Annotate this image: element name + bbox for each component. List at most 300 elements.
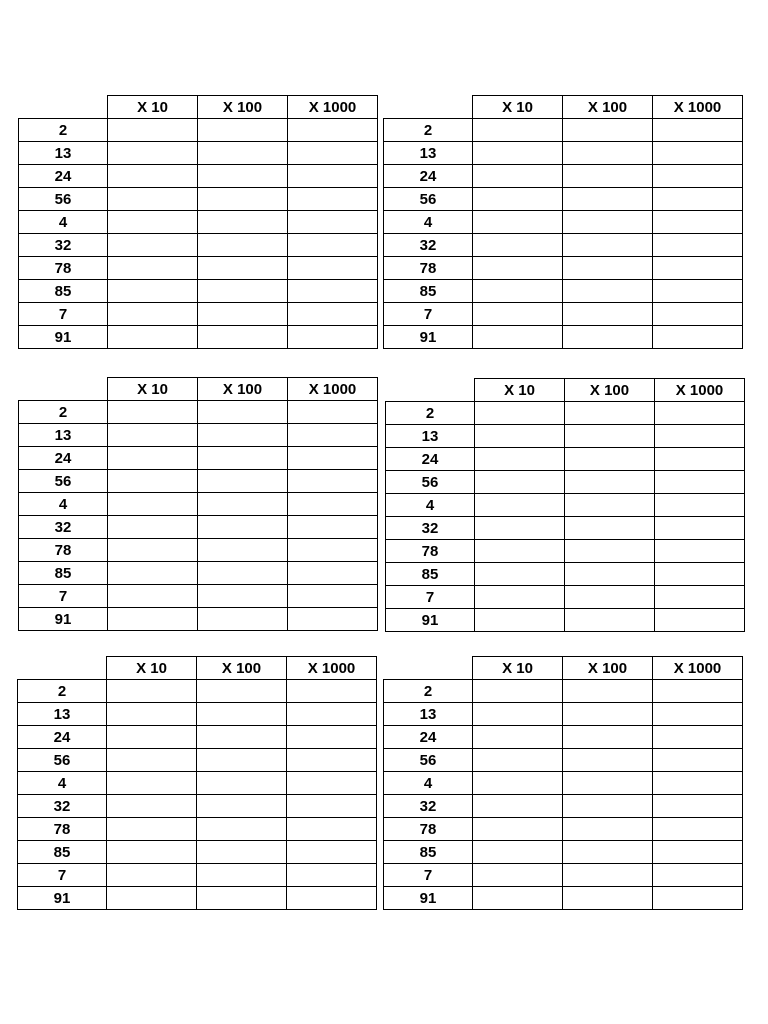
answer-cell[interactable] [198, 516, 288, 539]
row-number: 7 [18, 864, 107, 887]
header-row [386, 379, 745, 402]
answer-cell[interactable] [198, 585, 288, 608]
answer-cell[interactable] [197, 864, 287, 887]
answer-cell[interactable] [473, 234, 563, 257]
answer-cell[interactable] [473, 818, 563, 841]
answer-cell[interactable] [653, 257, 743, 280]
header-row [384, 657, 743, 680]
answer-cell[interactable] [198, 119, 288, 142]
answer-cell[interactable] [107, 749, 197, 772]
table-row [19, 142, 378, 165]
answer-cell[interactable] [288, 608, 378, 631]
answer-cell[interactable] [653, 680, 743, 703]
column-header: X 10 [107, 657, 197, 680]
answer-cell[interactable] [287, 795, 377, 818]
answer-cell[interactable] [475, 448, 565, 471]
answer-cell[interactable] [475, 540, 565, 563]
multiplication-table-3 [18, 377, 378, 631]
answer-cell[interactable] [563, 726, 653, 749]
row-number: 78 [19, 539, 108, 562]
answer-cell[interactable] [108, 539, 198, 562]
answer-cell[interactable] [108, 326, 198, 349]
row-number: 56 [19, 470, 108, 493]
answer-cell[interactable] [475, 563, 565, 586]
column-header: X 1000 [287, 657, 377, 680]
answer-cell[interactable] [108, 447, 198, 470]
column-header: X 10 [108, 378, 198, 401]
answer-cell[interactable] [288, 119, 378, 142]
row-number: 2 [18, 680, 107, 703]
answer-cell[interactable] [653, 818, 743, 841]
corner-cell [384, 657, 473, 680]
answer-cell[interactable] [473, 280, 563, 303]
answer-cell[interactable] [473, 119, 563, 142]
answer-cell[interactable] [107, 887, 197, 910]
answer-cell[interactable] [563, 119, 653, 142]
answer-cell[interactable] [565, 402, 655, 425]
answer-cell[interactable] [565, 540, 655, 563]
answer-cell[interactable] [655, 425, 745, 448]
answer-cell[interactable] [565, 563, 655, 586]
table-row [384, 234, 743, 257]
answer-cell[interactable] [475, 471, 565, 494]
table-row [19, 562, 378, 585]
row-number: 7 [19, 303, 108, 326]
column-header: X 100 [563, 657, 653, 680]
answer-cell[interactable] [565, 517, 655, 540]
answer-cell[interactable] [475, 494, 565, 517]
header-row [19, 96, 378, 119]
answer-cell[interactable] [108, 608, 198, 631]
table-row [19, 447, 378, 470]
answer-cell[interactable] [563, 234, 653, 257]
answer-cell[interactable] [473, 726, 563, 749]
table-row [18, 749, 377, 772]
answer-cell[interactable] [475, 402, 565, 425]
answer-cell[interactable] [475, 609, 565, 632]
answer-cell[interactable] [473, 887, 563, 910]
answer-cell[interactable] [653, 234, 743, 257]
answer-cell[interactable] [655, 494, 745, 517]
header-row [18, 657, 377, 680]
table-row [384, 864, 743, 887]
multiplication-table-5 [17, 656, 377, 910]
column-header: X 1000 [288, 96, 378, 119]
answer-cell[interactable] [655, 517, 745, 540]
table-row [18, 841, 377, 864]
answer-cell[interactable] [287, 818, 377, 841]
table-row [19, 326, 378, 349]
row-number: 4 [384, 211, 473, 234]
row-number: 24 [384, 726, 473, 749]
row-number: 13 [19, 424, 108, 447]
answer-cell[interactable] [565, 609, 655, 632]
answer-cell[interactable] [288, 585, 378, 608]
row-number: 24 [19, 165, 108, 188]
answer-cell[interactable] [655, 471, 745, 494]
answer-cell[interactable] [198, 211, 288, 234]
row-number: 7 [384, 864, 473, 887]
answer-cell[interactable] [563, 703, 653, 726]
answer-cell[interactable] [655, 540, 745, 563]
row-number: 7 [384, 303, 473, 326]
answer-cell[interactable] [288, 562, 378, 585]
row-number: 4 [384, 772, 473, 795]
answer-cell[interactable] [107, 795, 197, 818]
answer-cell[interactable] [288, 516, 378, 539]
row-number: 91 [384, 887, 473, 910]
table-row [19, 424, 378, 447]
answer-cell[interactable] [473, 142, 563, 165]
answer-cell[interactable] [563, 818, 653, 841]
corner-cell [19, 96, 108, 119]
corner-cell [18, 657, 107, 680]
table-row [384, 772, 743, 795]
answer-cell[interactable] [653, 280, 743, 303]
row-number: 78 [386, 540, 475, 563]
answer-cell[interactable] [288, 539, 378, 562]
answer-cell[interactable] [288, 401, 378, 424]
column-header: X 100 [198, 378, 288, 401]
answer-cell[interactable] [287, 887, 377, 910]
table-row [18, 772, 377, 795]
row-number: 85 [386, 563, 475, 586]
answer-cell[interactable] [288, 211, 378, 234]
answer-cell[interactable] [198, 562, 288, 585]
answer-cell[interactable] [565, 586, 655, 609]
answer-cell[interactable] [107, 680, 197, 703]
answer-cell[interactable] [655, 563, 745, 586]
answer-cell[interactable] [198, 280, 288, 303]
row-number: 13 [386, 425, 475, 448]
answer-cell[interactable] [288, 493, 378, 516]
answer-cell[interactable] [107, 772, 197, 795]
answer-cell[interactable] [655, 448, 745, 471]
answer-cell[interactable] [653, 142, 743, 165]
answer-cell[interactable] [565, 425, 655, 448]
table-row [386, 471, 745, 494]
answer-cell[interactable] [653, 211, 743, 234]
answer-cell[interactable] [653, 165, 743, 188]
table-row [384, 726, 743, 749]
row-number: 13 [384, 142, 473, 165]
table-row [19, 608, 378, 631]
answer-cell[interactable] [563, 165, 653, 188]
answer-cell[interactable] [287, 680, 377, 703]
answer-cell[interactable] [288, 470, 378, 493]
answer-cell[interactable] [198, 470, 288, 493]
answer-cell[interactable] [473, 703, 563, 726]
row-number: 2 [384, 680, 473, 703]
table-row [384, 119, 743, 142]
answer-cell[interactable] [653, 864, 743, 887]
answer-cell[interactable] [198, 165, 288, 188]
table-row [19, 470, 378, 493]
answer-cell[interactable] [107, 864, 197, 887]
table-row [384, 257, 743, 280]
table-row [18, 887, 377, 910]
answer-cell[interactable] [107, 726, 197, 749]
answer-cell[interactable] [288, 142, 378, 165]
answer-cell[interactable] [107, 703, 197, 726]
table-row [19, 257, 378, 280]
answer-cell[interactable] [197, 749, 287, 772]
table-row [384, 841, 743, 864]
answer-cell[interactable] [288, 165, 378, 188]
answer-cell[interactable] [288, 326, 378, 349]
answer-cell[interactable] [653, 703, 743, 726]
row-number: 78 [384, 818, 473, 841]
answer-cell[interactable] [108, 165, 198, 188]
answer-cell[interactable] [197, 726, 287, 749]
answer-cell[interactable] [475, 586, 565, 609]
answer-cell[interactable] [197, 887, 287, 910]
answer-cell[interactable] [108, 585, 198, 608]
table-row [18, 680, 377, 703]
row-number: 13 [19, 142, 108, 165]
answer-cell[interactable] [108, 142, 198, 165]
answer-cell[interactable] [108, 303, 198, 326]
row-number: 85 [18, 841, 107, 864]
table-row [19, 211, 378, 234]
column-header: X 100 [197, 657, 287, 680]
answer-cell[interactable] [653, 726, 743, 749]
column-header: X 1000 [288, 378, 378, 401]
column-header: X 10 [473, 657, 563, 680]
row-number: 4 [18, 772, 107, 795]
answer-cell[interactable] [653, 749, 743, 772]
corner-cell [19, 378, 108, 401]
answer-cell[interactable] [108, 493, 198, 516]
row-number: 32 [386, 517, 475, 540]
answer-cell[interactable] [473, 257, 563, 280]
answer-cell[interactable] [198, 401, 288, 424]
answer-cell[interactable] [287, 864, 377, 887]
answer-cell[interactable] [473, 165, 563, 188]
answer-cell[interactable] [653, 887, 743, 910]
table-row [19, 401, 378, 424]
row-number: 91 [19, 326, 108, 349]
answer-cell[interactable] [655, 586, 745, 609]
answer-cell[interactable] [288, 280, 378, 303]
answer-cell[interactable] [108, 401, 198, 424]
answer-cell[interactable] [288, 424, 378, 447]
answer-cell[interactable] [108, 516, 198, 539]
table-row [384, 303, 743, 326]
row-number: 32 [384, 795, 473, 818]
answer-cell[interactable] [563, 280, 653, 303]
table-row [384, 818, 743, 841]
answer-cell[interactable] [288, 188, 378, 211]
answer-cell[interactable] [108, 234, 198, 257]
answer-cell[interactable] [565, 471, 655, 494]
answer-cell[interactable] [563, 772, 653, 795]
answer-cell[interactable] [563, 749, 653, 772]
table-row [19, 516, 378, 539]
answer-cell[interactable] [287, 841, 377, 864]
answer-cell[interactable] [473, 326, 563, 349]
answer-cell[interactable] [197, 841, 287, 864]
table-row [19, 119, 378, 142]
answer-cell[interactable] [563, 211, 653, 234]
answer-cell[interactable] [108, 211, 198, 234]
row-number: 56 [384, 749, 473, 772]
answer-cell[interactable] [563, 841, 653, 864]
answer-cell[interactable] [198, 234, 288, 257]
answer-cell[interactable] [653, 119, 743, 142]
row-number: 2 [386, 402, 475, 425]
answer-cell[interactable] [107, 841, 197, 864]
row-number: 4 [19, 211, 108, 234]
answer-cell[interactable] [563, 257, 653, 280]
answer-cell[interactable] [653, 303, 743, 326]
answer-cell[interactable] [473, 211, 563, 234]
table-row [386, 517, 745, 540]
answer-cell[interactable] [563, 887, 653, 910]
answer-cell[interactable] [287, 749, 377, 772]
answer-cell[interactable] [108, 188, 198, 211]
column-header: X 100 [563, 96, 653, 119]
row-number: 32 [384, 234, 473, 257]
answer-cell[interactable] [565, 448, 655, 471]
table-row [19, 585, 378, 608]
answer-cell[interactable] [653, 326, 743, 349]
answer-cell[interactable] [287, 726, 377, 749]
row-number: 32 [19, 234, 108, 257]
answer-cell[interactable] [108, 424, 198, 447]
answer-cell[interactable] [198, 257, 288, 280]
answer-cell[interactable] [287, 703, 377, 726]
column-header: X 100 [565, 379, 655, 402]
answer-cell[interactable] [473, 795, 563, 818]
answer-cell[interactable] [198, 493, 288, 516]
answer-cell[interactable] [287, 772, 377, 795]
answer-cell[interactable] [198, 539, 288, 562]
answer-cell[interactable] [198, 188, 288, 211]
answer-cell[interactable] [473, 864, 563, 887]
table-row [386, 586, 745, 609]
answer-cell[interactable] [108, 562, 198, 585]
answer-cell[interactable] [473, 680, 563, 703]
column-header: X 10 [475, 379, 565, 402]
column-header: X 10 [108, 96, 198, 119]
answer-cell[interactable] [653, 795, 743, 818]
answer-cell[interactable] [473, 188, 563, 211]
table-row [384, 887, 743, 910]
answer-cell[interactable] [473, 303, 563, 326]
answer-cell[interactable] [108, 257, 198, 280]
row-number: 24 [18, 726, 107, 749]
answer-cell[interactable] [198, 326, 288, 349]
header-row [384, 96, 743, 119]
table-row [384, 142, 743, 165]
answer-cell[interactable] [475, 517, 565, 540]
row-number: 78 [19, 257, 108, 280]
answer-cell[interactable] [197, 795, 287, 818]
answer-cell[interactable] [288, 303, 378, 326]
column-header: X 10 [473, 96, 563, 119]
row-number: 56 [18, 749, 107, 772]
answer-cell[interactable] [563, 864, 653, 887]
answer-cell[interactable] [473, 772, 563, 795]
answer-cell[interactable] [653, 841, 743, 864]
answer-cell[interactable] [197, 818, 287, 841]
corner-cell [386, 379, 475, 402]
table-row [18, 726, 377, 749]
table-row [18, 795, 377, 818]
row-number: 56 [19, 188, 108, 211]
multiplication-table-4 [385, 378, 745, 632]
answer-cell[interactable] [653, 772, 743, 795]
row-number: 56 [386, 471, 475, 494]
row-number: 91 [384, 326, 473, 349]
row-number: 85 [384, 841, 473, 864]
table-row [18, 703, 377, 726]
row-number: 91 [386, 609, 475, 632]
row-number: 4 [19, 493, 108, 516]
table-row [386, 494, 745, 517]
answer-cell[interactable] [288, 447, 378, 470]
header-row [19, 378, 378, 401]
answer-cell[interactable] [107, 818, 197, 841]
answer-cell[interactable] [563, 188, 653, 211]
answer-cell[interactable] [563, 142, 653, 165]
row-number: 85 [19, 562, 108, 585]
answer-cell[interactable] [655, 609, 745, 632]
corner-cell [384, 96, 473, 119]
answer-cell[interactable] [197, 772, 287, 795]
row-number: 24 [384, 165, 473, 188]
column-header: X 1000 [655, 379, 745, 402]
row-number: 24 [386, 448, 475, 471]
multiplication-table-1 [18, 95, 378, 349]
answer-cell[interactable] [198, 608, 288, 631]
answer-cell[interactable] [198, 447, 288, 470]
row-number: 32 [18, 795, 107, 818]
answer-cell[interactable] [563, 303, 653, 326]
answer-cell[interactable] [473, 749, 563, 772]
answer-cell[interactable] [198, 303, 288, 326]
table-row [19, 280, 378, 303]
answer-cell[interactable] [197, 680, 287, 703]
answer-cell[interactable] [288, 257, 378, 280]
table-row [19, 303, 378, 326]
answer-cell[interactable] [653, 188, 743, 211]
answer-cell[interactable] [108, 470, 198, 493]
row-number: 13 [18, 703, 107, 726]
answer-cell[interactable] [563, 680, 653, 703]
table-row [384, 165, 743, 188]
answer-cell[interactable] [563, 795, 653, 818]
row-number: 2 [384, 119, 473, 142]
row-number: 2 [19, 401, 108, 424]
answer-cell[interactable] [197, 703, 287, 726]
answer-cell[interactable] [655, 402, 745, 425]
answer-cell[interactable] [288, 234, 378, 257]
row-number: 2 [19, 119, 108, 142]
answer-cell[interactable] [473, 841, 563, 864]
table-row [386, 448, 745, 471]
answer-cell[interactable] [108, 119, 198, 142]
table-row [386, 425, 745, 448]
answer-cell[interactable] [108, 280, 198, 303]
answer-cell[interactable] [563, 326, 653, 349]
table-row [384, 280, 743, 303]
answer-cell[interactable] [475, 425, 565, 448]
answer-cell[interactable] [198, 424, 288, 447]
answer-cell[interactable] [565, 494, 655, 517]
answer-cell[interactable] [198, 142, 288, 165]
